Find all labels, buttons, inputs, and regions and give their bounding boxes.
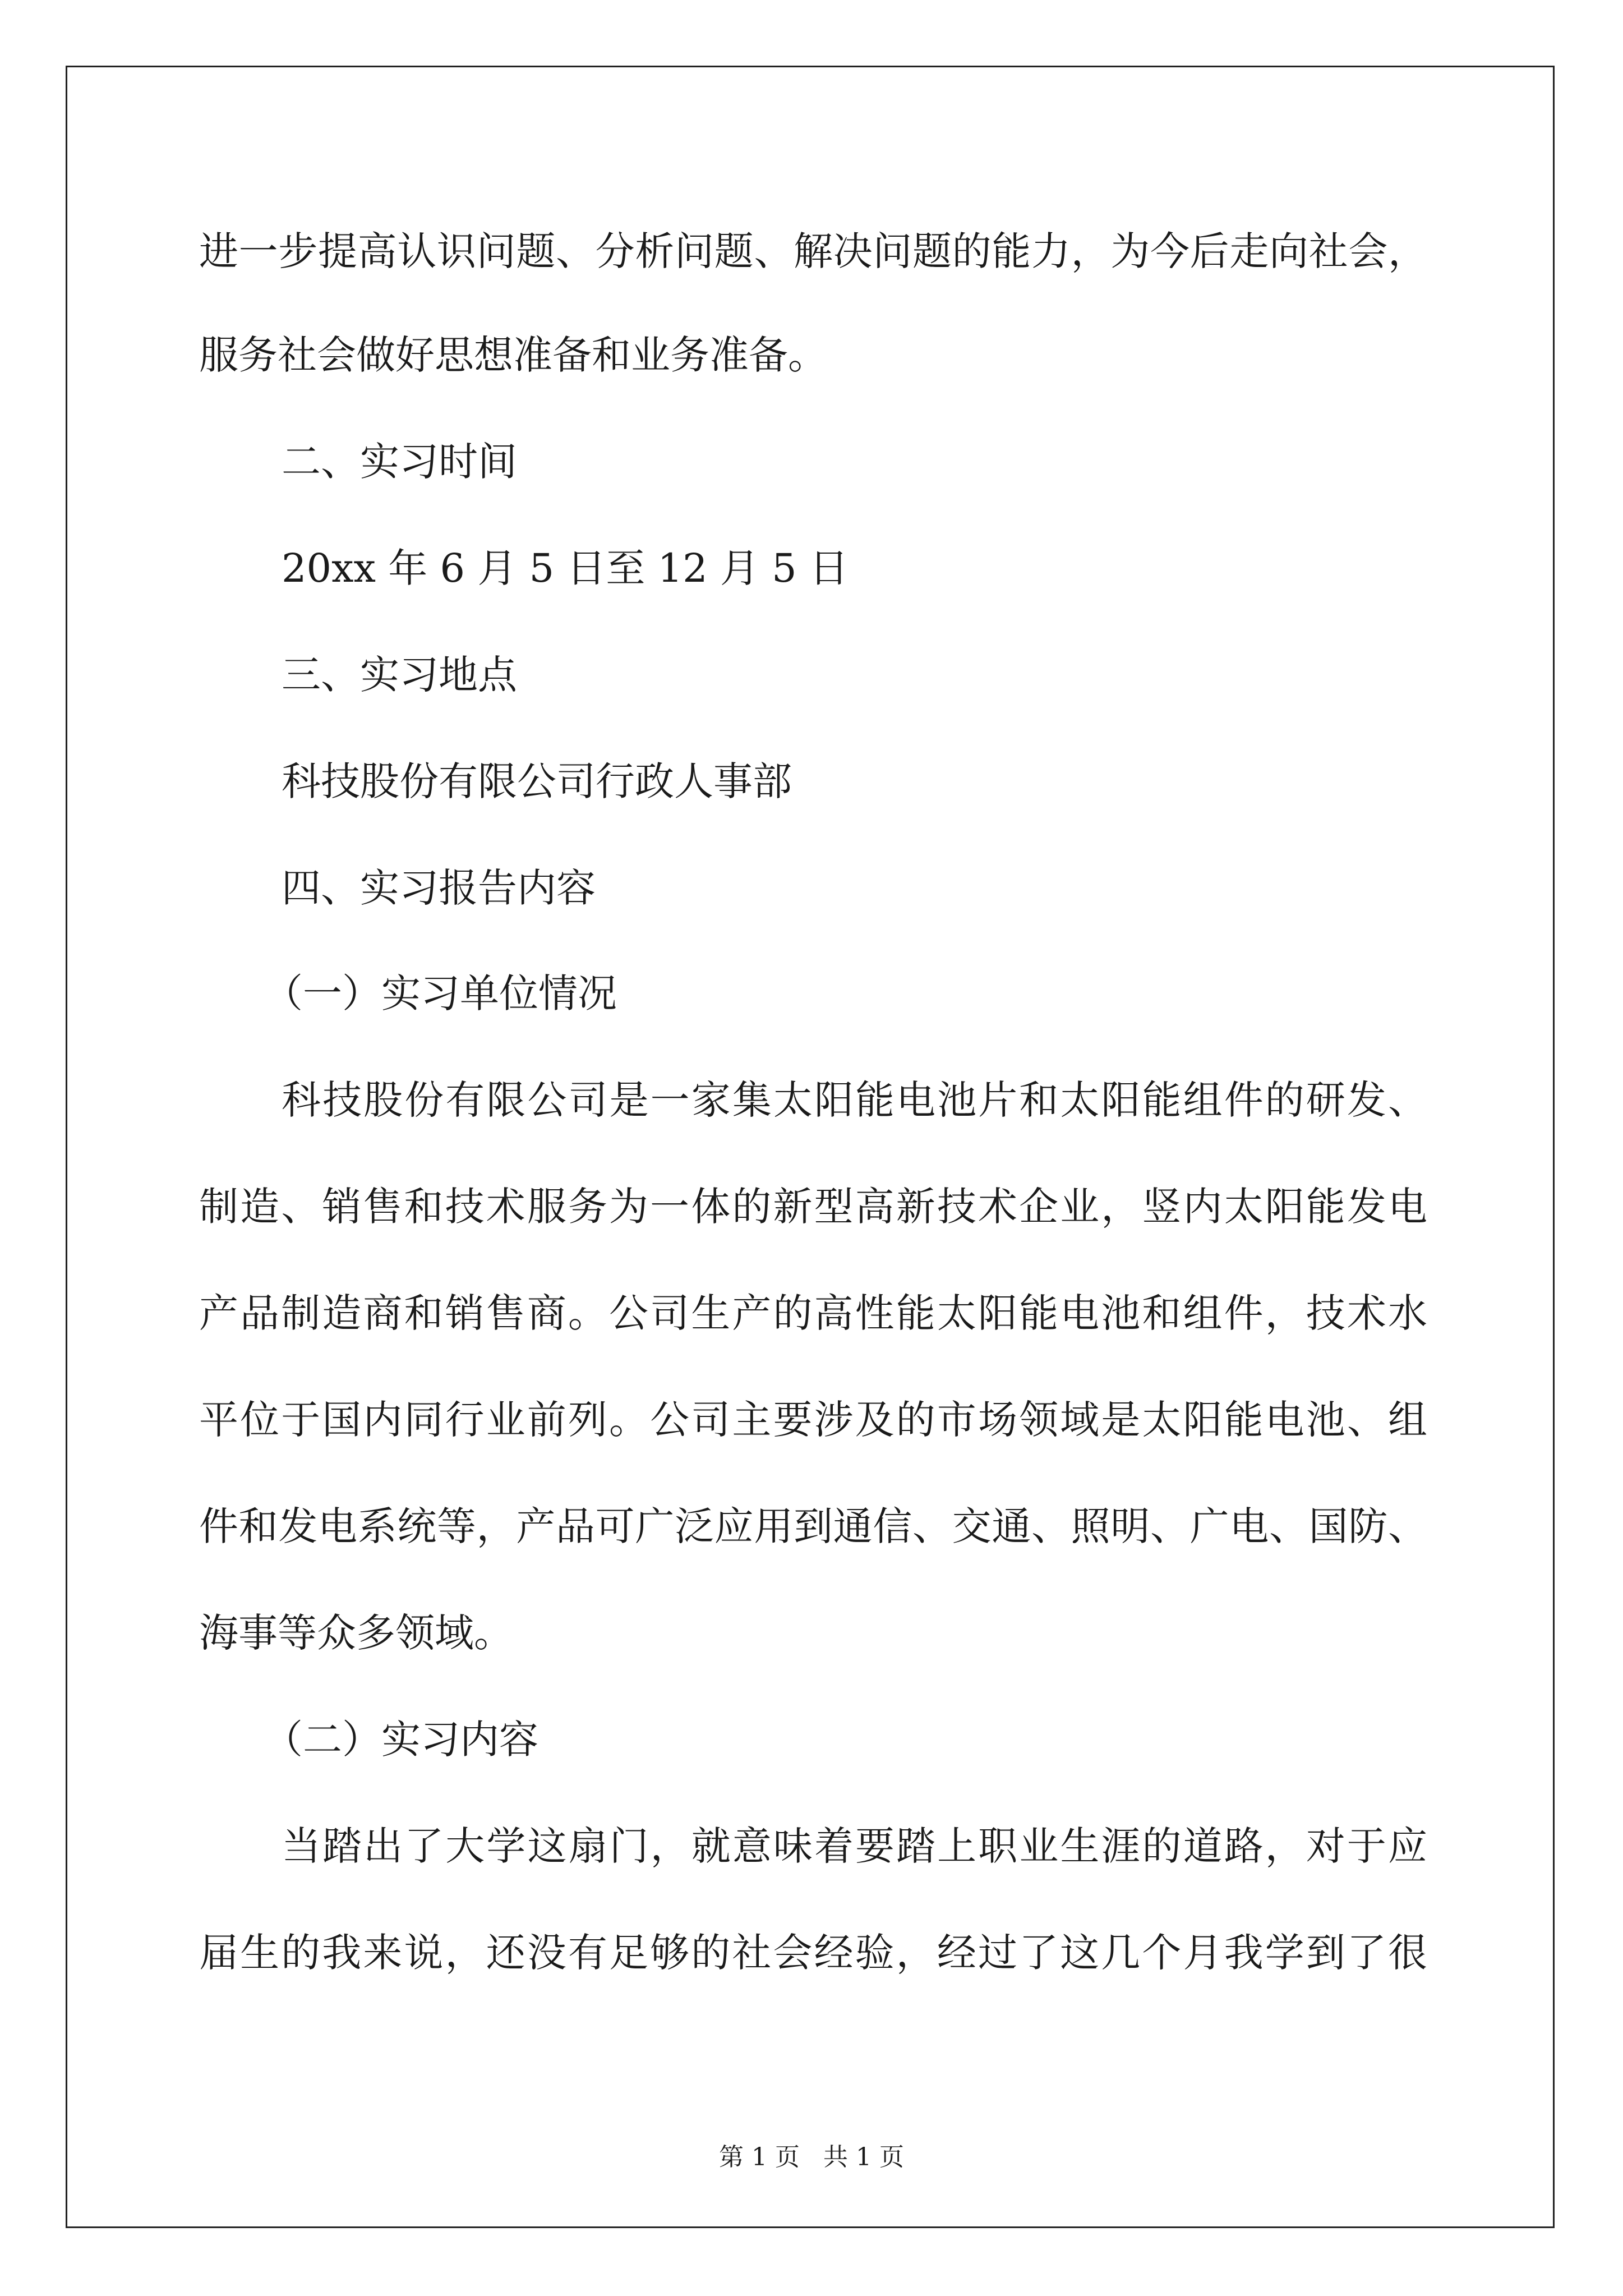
- subsection-heading: （一）实习单位情况: [264, 970, 617, 1016]
- body-text-line: 20xx 年 6 月 5 日至 12 月 5 日: [282, 545, 849, 591]
- body-text-line: 进一步提高认识问题、分析问题、解决问题的能力，为今后走向社会，: [199, 228, 1427, 274]
- body-text-line: 科技股份有限公司是一家集太阳能电池片和太阳能组件的研发、: [282, 1077, 1427, 1123]
- section-heading: 二、实习时间: [282, 439, 517, 485]
- section-heading: 四、实习报告内容: [282, 865, 596, 911]
- body-text-line: 当踏出了大学这扇门，就意味着要踏上职业生涯的道路，对于应: [282, 1823, 1427, 1869]
- page-footer: 第 1 页 共 1 页: [719, 2143, 904, 2171]
- body-text-line: 届生的我来说，还没有足够的社会经验，经过了这几个月我学到了很: [199, 1930, 1427, 1976]
- body-text-line: 平位于国内同行业前列。公司主要涉及的市场领域是太阳能电池、组: [199, 1397, 1427, 1443]
- section-heading: 三、实习地点: [282, 652, 517, 698]
- body-text-line: 服务社会做好思想准备和业务准备。: [199, 332, 827, 378]
- body-text-line: 件和发电系统等，产品可广泛应用到通信、交通、照明、广电、国防、: [199, 1503, 1427, 1549]
- body-text-line: 制造、销售和技术服务为一体的新型高新技术企业，竖内太阳能发电: [199, 1184, 1427, 1230]
- body-text-line: 海事等众多领域。: [199, 1610, 513, 1656]
- subsection-heading: （二）实习内容: [264, 1717, 538, 1763]
- page-border: [66, 66, 1555, 2228]
- body-text-line: 产品制造商和销售商。公司生产的高性能太阳能电池和组件，技术水: [199, 1290, 1427, 1336]
- body-text-line: 科技股份有限公司行政人事部: [282, 758, 792, 804]
